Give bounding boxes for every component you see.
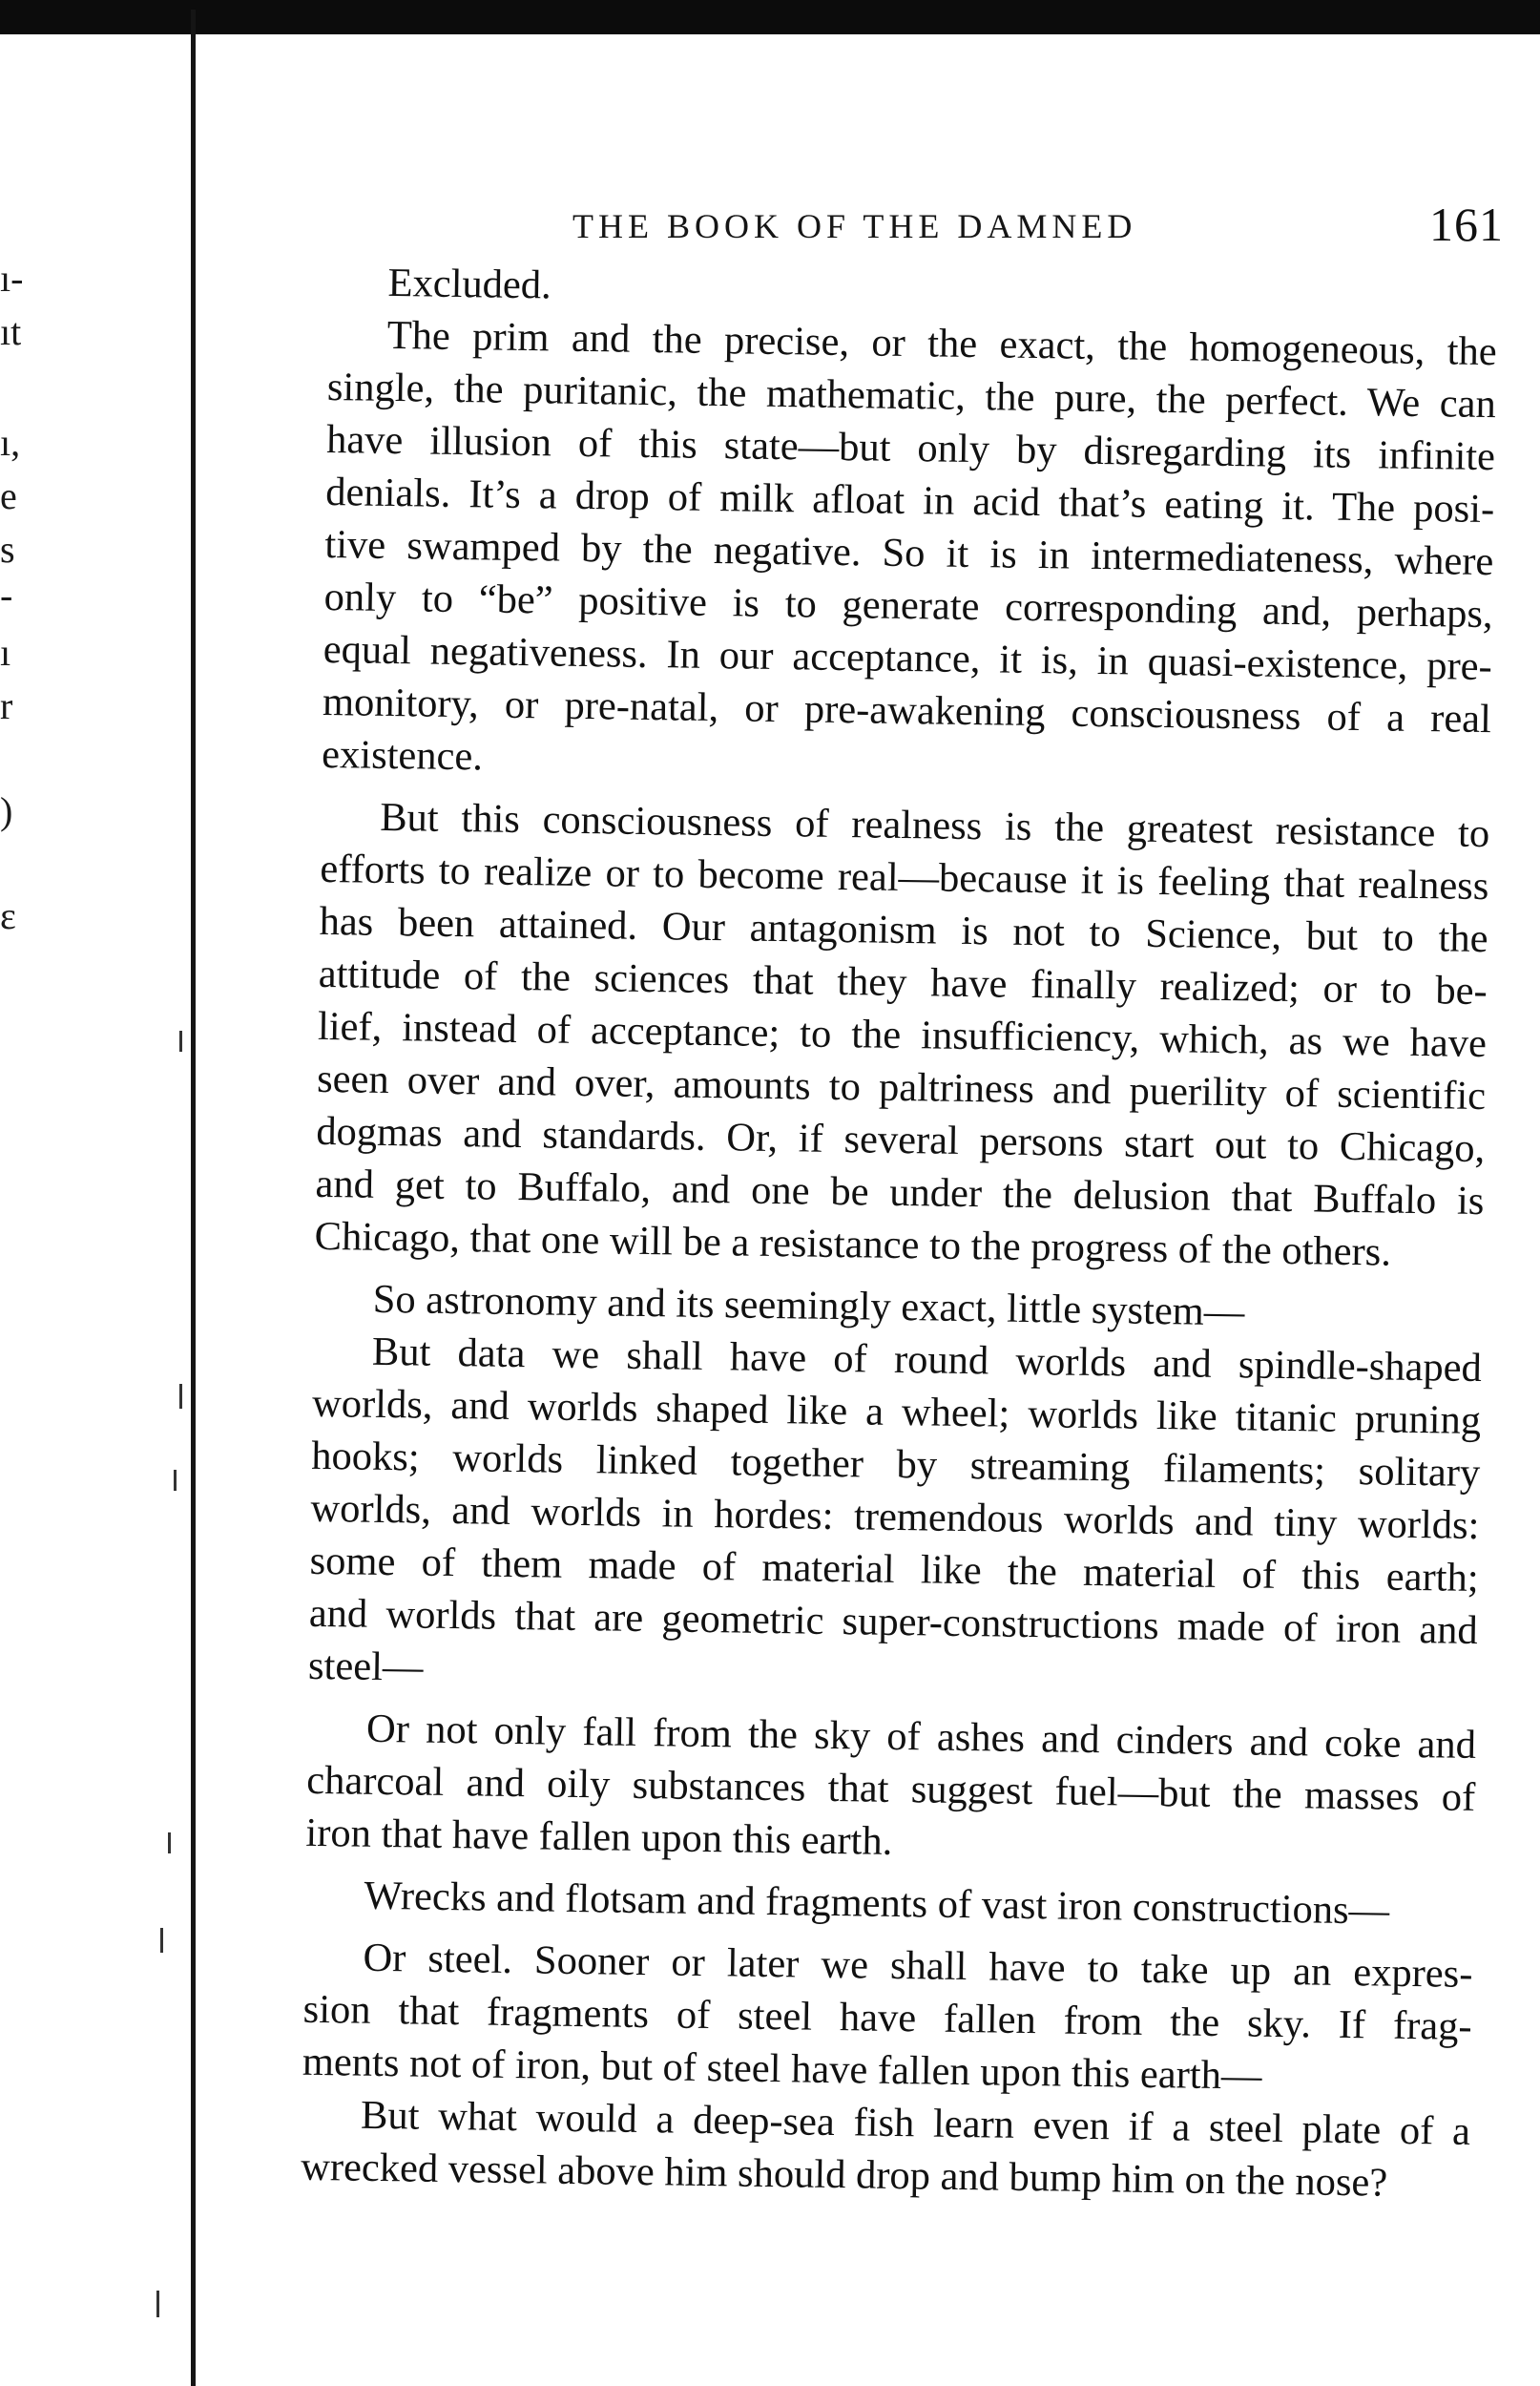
page-number: 161 [1429, 198, 1504, 251]
left-page-fragment: ı- [0, 257, 24, 300]
gutter-mark [156, 2291, 159, 2317]
text-line: iron that have fallen upon this earth. [305, 1810, 893, 1864]
text-line: monitory, or pre-natal, or pre-awakening consciousness of a real [322, 679, 1492, 743]
gutter-mark [160, 1928, 163, 1953]
left-page-fragment: e [0, 474, 17, 517]
body-text [301, 256, 1498, 2210]
running-head: THE BOOK OF THE DAMNED [572, 207, 1137, 245]
text-line: some of them made of material like the material of this earth; [309, 1538, 1479, 1601]
text-line: lief, instead of acceptance; to the insufficiency, which, as we have [317, 1003, 1488, 1067]
text-line: ments not of iron, but of steel have fallen upon this earth— [302, 2039, 1262, 2099]
gutter-mark [179, 1384, 182, 1409]
text-line: charcoal and oily substances that suggest fuel—but the masses of [305, 1757, 1476, 1820]
text-line: has been attained. Our antagonism is not to Science, but to the [319, 898, 1488, 962]
scan-top-edge [0, 0, 1540, 34]
paragraph [302, 1931, 1473, 2105]
text-line: efforts to realize or to become real—because it is feeling that realness [320, 846, 1489, 910]
text-line: dogmas and standards. Or, if several persons start out to Chicago, [316, 1108, 1486, 1172]
left-page-fragment: - [0, 574, 13, 617]
text-line: tive swamped by the negative. So it is in intermediateness, where [324, 521, 1494, 585]
text-line: existence. [321, 731, 484, 780]
text-line: worlds, and worlds shaped like a wheel; worlds like titanic pruning [311, 1380, 1482, 1444]
text-line: equal negativeness. In our acceptance, it is, in quasi-existence, pre- [323, 626, 1493, 690]
text-line: attitude of the sciences that they have finally realized; or to be- [318, 951, 1488, 1015]
left-page-fragment: s [0, 528, 15, 571]
text-line: But this consciousness of realness is the greatest resistance to [379, 794, 1490, 857]
gutter-mark [168, 1832, 171, 1853]
text-line: Chicago, that one will be a resistance to the progress of the others. [314, 1213, 1392, 1275]
text-line: Excluded. [387, 260, 552, 308]
left-page-fragment: r [0, 684, 13, 727]
text-line: only to “be” positive is to generate corresponding and, perhaps, [323, 574, 1493, 638]
text-line: have illusion of this state—but only by disregarding its infinite [325, 416, 1496, 480]
text-line: Or steel. Sooner or later we shall have to take up an expres- [363, 1935, 1473, 1997]
paragraph [322, 308, 1497, 798]
gutter-mark [179, 1031, 182, 1052]
left-page-fragment: ı [0, 631, 11, 674]
paragraph [301, 2088, 1470, 2210]
text-line: and get to Buffalo, and one be under the delusion that Buffalo is [315, 1161, 1485, 1224]
text-line: So astronomy and its seemingly exact, little system— [372, 1276, 1245, 1335]
text-line: denials. It’s a drop of milk afloat in acid that’s eating it. The posi- [324, 469, 1495, 533]
text-line: But what would a deep-sea fish learn even if a steel plate of a [360, 2092, 1471, 2154]
text-line: The prim and the precise, or the exact, the homogeneous, the [386, 312, 1497, 375]
text-line: But data we shall have of round worlds and spindle-shaped [371, 1329, 1483, 1392]
text-line: seen over and over, amounts to paltriness and puerility of scientific [316, 1056, 1487, 1120]
text-line: wrecked vessel above him should drop and bump him on the nose? [300, 2144, 1388, 2206]
left-page-fragment: ɛ [0, 894, 16, 937]
left-page-fragment: ı, [0, 421, 21, 464]
text-line: Or not only fall from the sky of ashes and cinders and coke and [365, 1706, 1477, 1769]
left-page-fragment: ıt [0, 310, 22, 353]
paragraph [314, 790, 1489, 1280]
page-gutter [191, 10, 196, 2386]
gutter-mark [174, 1470, 177, 1491]
text-line: hooks; worlds linked together by streaming filaments; solitary [310, 1433, 1481, 1496]
text-line: Wrecks and flotsam and fragments of vast iron constructions— [364, 1873, 1390, 1934]
text-line: sion that fragments of steel have fallen from the sky. If frag- [302, 1986, 1472, 2049]
paragraph [305, 1702, 1476, 1876]
text-line: and worlds that are geometric super-constructions made of iron and [308, 1590, 1479, 1654]
text-line: single, the puritanic, the mathematic, the pure, the perfect. We can [326, 364, 1497, 428]
left-page-fragment: ) [0, 789, 13, 832]
text-line: worlds, and worlds in hordes: tremendous worlds and tiny worlds: [310, 1485, 1480, 1549]
text-line: steel— [307, 1643, 424, 1690]
paragraph [308, 1325, 1483, 1709]
